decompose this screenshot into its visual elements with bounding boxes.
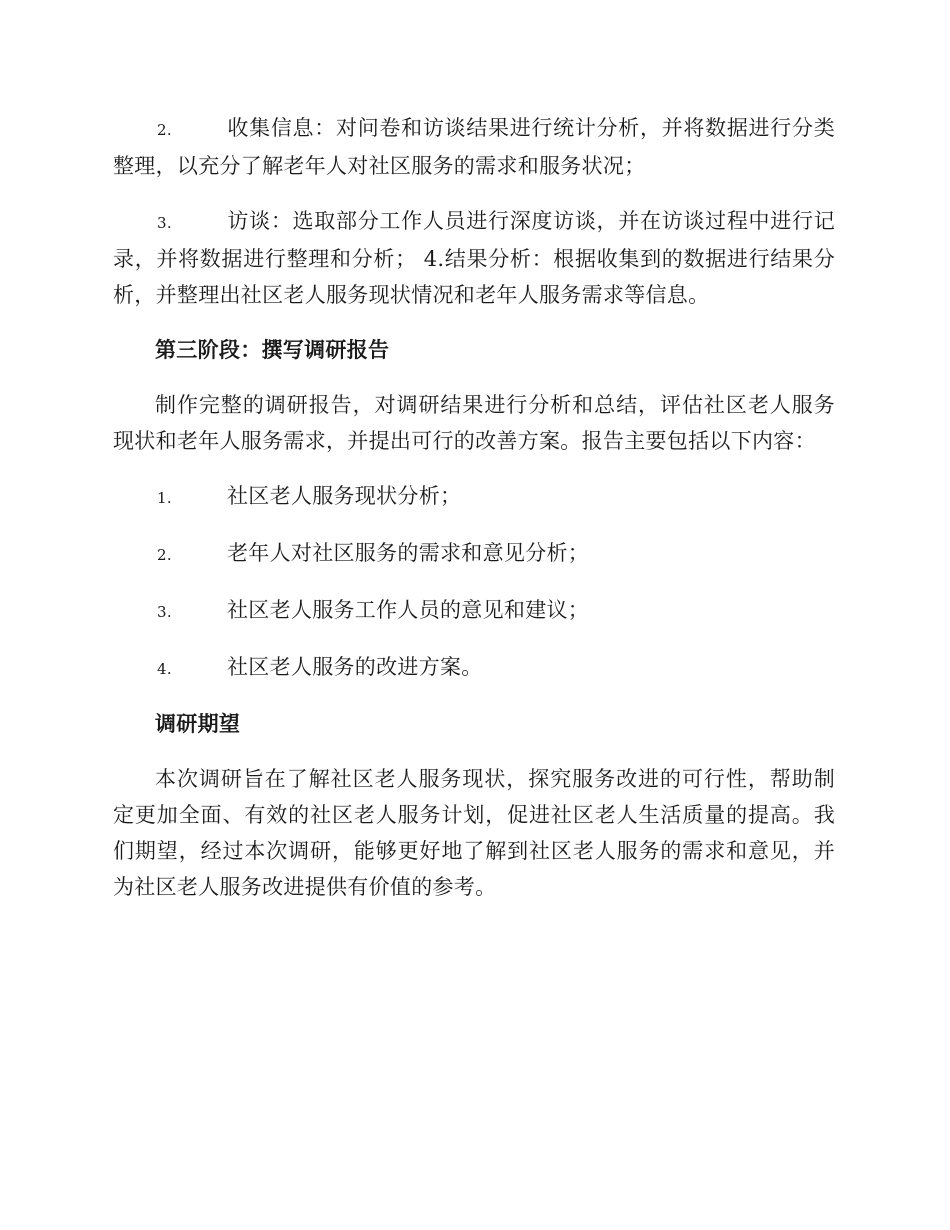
list-item (113, 592, 835, 630)
list-number: 2. (157, 121, 172, 139)
list-number: 1. (157, 489, 172, 507)
expectation-paragraph: 本次调研旨在了解社区老人服务现状，探究服务改进的可行性，帮助制定更加全面、有效的社区老人服务计划，促进社区老人生活质量的提高。我们期望，经过本次调研，能够更好地了解到社区老人服务的需求和意见，并为社区老人服务改进提供有价值的参考。 (113, 767, 835, 899)
list-text: 社区老人服务的改进方案。 (227, 655, 483, 679)
list-text: 社区老人服务工作人员的意见和建议； (227, 598, 590, 622)
list-text: 社区老人服务现状分析； (227, 484, 462, 508)
list-item (113, 649, 835, 687)
list-number: 4. (157, 660, 172, 678)
section-heading-stage-three: 第三阶段：撰写调研报告 (155, 338, 390, 362)
list-item (113, 110, 835, 184)
list-number: 2. (157, 546, 172, 564)
list-text: 访谈：选取部分工作人员进行深度访谈，并在访谈过程中进行记录，并将数据进行整理和分析； 4.结果分析：根据收集到的数据进行结果分析，并整理出社区老人服务现状情况和老年人服务需求等信息。 (113, 209, 835, 307)
list-text: 老年人对社区服务的需求和意见分析； (227, 541, 590, 565)
section-intro-paragraph: 制作完整的调研报告，对调研结果进行分析和总结，评估社区老人服务现状和老年人服务需求，并提出可行的改善方案。报告主要包括以下内容： (113, 393, 835, 453)
list-item (113, 203, 835, 313)
list-number: 3. (157, 603, 172, 621)
list-text: 收集信息：对问卷和访谈结果进行统计分析，并将数据进行分类整理，以充分了解老年人对社区服务的需求和服务状况； (113, 116, 835, 178)
list-number: 3. (157, 214, 172, 232)
list-item (113, 478, 835, 516)
list-item (113, 535, 835, 573)
section-heading-expectation: 调研期望 (155, 712, 241, 736)
document-page (113, 110, 835, 924)
